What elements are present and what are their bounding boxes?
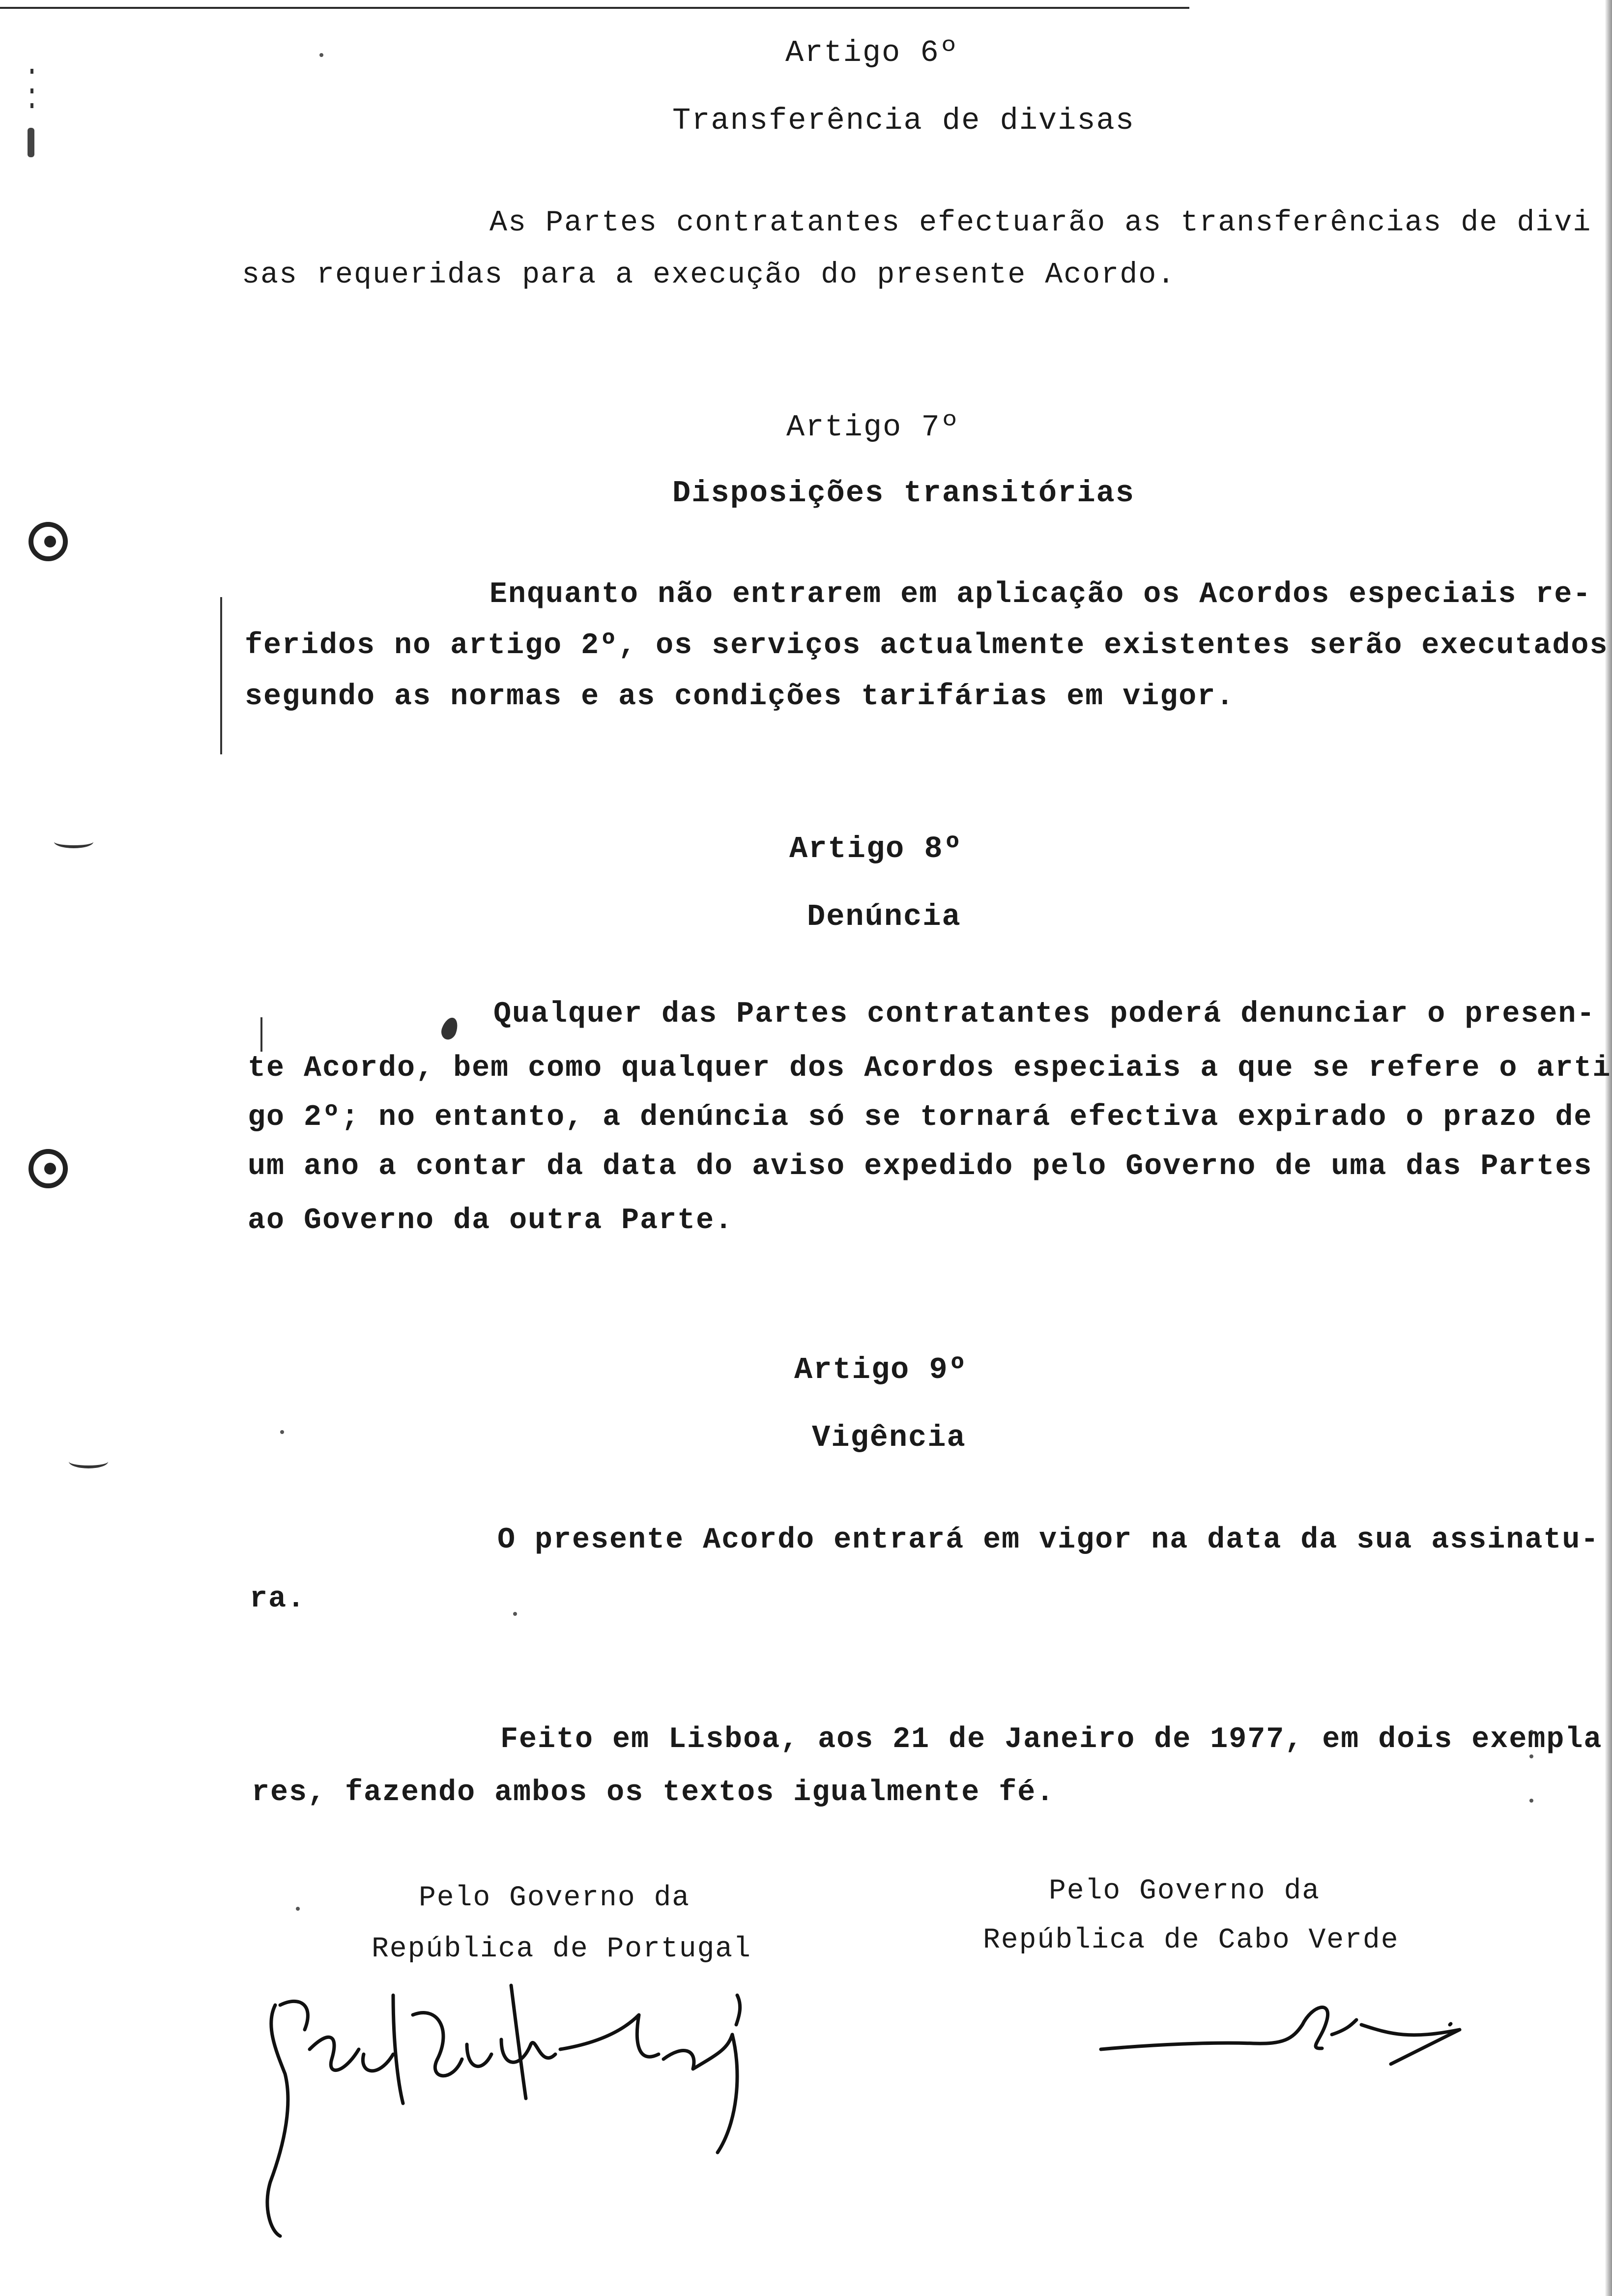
punch-hole-icon <box>29 1149 68 1188</box>
margin-arc <box>69 1455 108 1468</box>
article-9-line-2: ra. <box>250 1582 306 1616</box>
article-9-line-1: O presente Acordo entrará em vigor na data da sua assinatu- <box>497 1523 1600 1557</box>
scan-edge-shadow <box>1605 0 1612 2296</box>
left-handwritten-signature <box>246 1976 767 2251</box>
margin-bar <box>260 1017 262 1052</box>
right-signatory-line-2: República de Cabo Verde <box>983 1924 1399 1956</box>
article-7-line-2: feridos no artigo 2º, os serviços actualmente existentes serão executados <box>245 629 1609 662</box>
left-signatory-line-1: Pelo Governo da <box>419 1882 691 1914</box>
article-6-line-2: sas requeridas para a execução do presente Acordo. <box>242 258 1176 292</box>
article-8-line-4: um ano a contar da data do aviso expedido pelo Governo de uma das Partes <box>248 1150 1593 1183</box>
article-7-line-1: Enquanto não entrarem em aplicação os Acordos especiais re- <box>489 578 1592 611</box>
article-7-title: Artigo 7º <box>786 410 960 445</box>
article-8-line-1: Qualquer das Partes contratantes poderá denunciar o presen- <box>493 998 1596 1031</box>
margin-mark <box>30 103 33 108</box>
margin-arc <box>54 835 93 848</box>
punch-hole-icon <box>29 522 68 561</box>
article-6-line-1: As Partes contratantes efectuarão as transferências de divi <box>489 206 1592 240</box>
article-8-line-5: ao Governo da outra Parte. <box>248 1204 734 1237</box>
article-6-title: Artigo 6º <box>785 35 959 70</box>
article-8-line-2: te Acordo, bem como qualquer dos Acordos especiais a que se refere o arti <box>248 1052 1612 1085</box>
speck <box>1529 1799 1533 1803</box>
margin-bar <box>220 597 222 754</box>
article-7-subtitle: Disposições transitórias <box>672 476 1135 511</box>
article-6-subtitle: Transferência de divisas <box>672 103 1135 138</box>
margin-mark <box>30 88 33 93</box>
article-9-subtitle: Vigência <box>812 1420 966 1455</box>
closing-line-1: Feito em Lisboa, aos 21 de Janeiro de 1977, em dois exempla <box>500 1723 1603 1756</box>
article-8-subtitle: Denúncia <box>807 899 961 934</box>
left-signatory-line-2: República de Portugal <box>372 1933 751 1965</box>
article-9-title: Artigo 9º <box>794 1352 968 1387</box>
speck <box>513 1612 517 1616</box>
speck <box>280 1430 284 1434</box>
speck <box>296 1907 300 1911</box>
ink-drop <box>439 1015 461 1041</box>
speck <box>319 53 323 57</box>
article-7-line-3: segundo as normas e as condições tarifárias em vigor. <box>245 680 1235 714</box>
right-handwritten-signature <box>1096 1995 1469 2074</box>
margin-mark <box>28 128 34 157</box>
right-signatory-line-1: Pelo Governo da <box>1049 1875 1321 1907</box>
top-rule <box>0 7 1189 9</box>
article-8-line-3: go 2º; no entanto, a denúncia só se tornará efectiva expirado o prazo de <box>248 1101 1593 1134</box>
closing-line-2: res, fazendo ambos os textos igualmente fé. <box>252 1776 1055 1809</box>
margin-mark <box>30 69 33 74</box>
article-8-title: Artigo 8º <box>789 832 963 866</box>
